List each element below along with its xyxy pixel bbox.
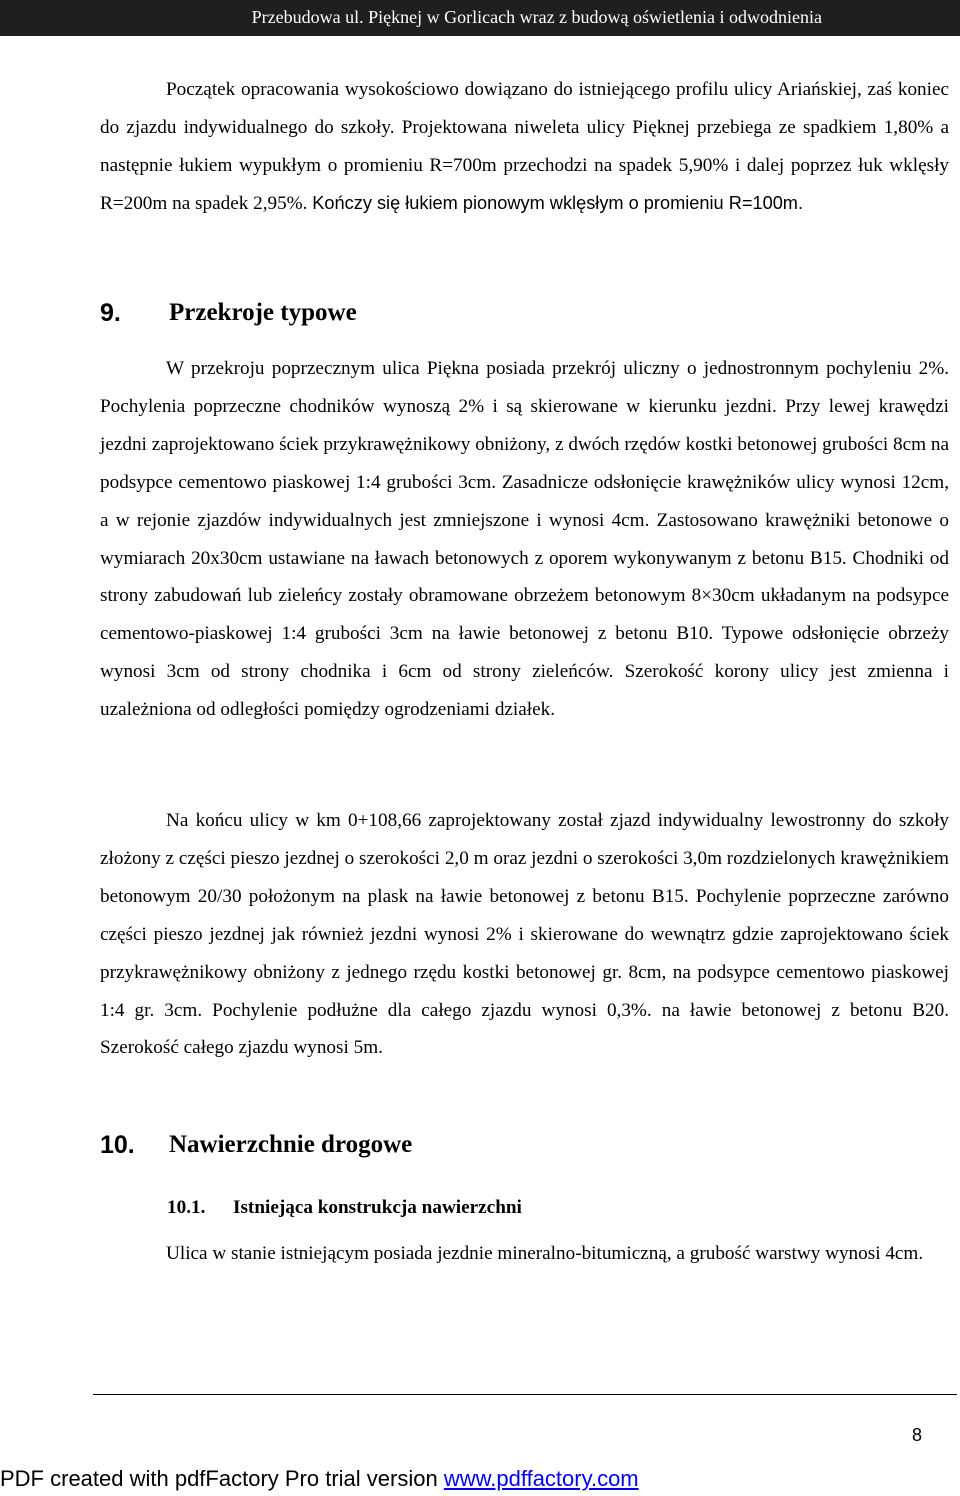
document-header-band [0, 0, 960, 36]
section-9-number: 9. [100, 299, 121, 327]
paragraph-main-text: Początek opracowania wysokościowo dowiązano do istniejącego profilu ulicy Ariańskiej, zaś koniec do zjazdu indywidualnego do szkoły. Projektowana niweleta ulicy Pięknej przebiega ze spadkiem 1,80% a następnie łukiem wypukłym o promieniu R=700m przechodzi na spadek 5,90% i dalej poprzez łuk wklęsły R=200m na spadek 2,95%. [100, 79, 949, 214]
section-10-number: 10. [100, 1131, 135, 1159]
footer-divider [93, 1394, 957, 1395]
subsection-10-1-heading [167, 1197, 522, 1219]
paragraph-tail-text: Kończy się łukiem pionowym wklęsłym o promieniu R=100m. [312, 192, 804, 213]
section-9-heading [100, 299, 357, 328]
section-9-title: Przekroje typowe [169, 299, 357, 326]
section-10-title: Nawierzchnie drogowe [169, 1131, 413, 1158]
section-9-paragraph-2: Na końcu ulicy w km 0+108,66 zaprojektowany został zjazd indywidualny lewostronny do szkoły złożony z części pieszo jezdnej o szerokości 2,0 m oraz jezdni o szerokości 3,0m rozdzielonych krawężnikiem betonowym 20/30 położonym na plask na ławie betonowej z betonu B15. Pochylenie poprzeczne zarówno części pieszo jezdnej jak również jezdni wynosi 2% i skierowane do wewnątrz gdzie zaprojektowano ściek przykrawężnikowy obniżony z jednego rzędu kostki betonowej gr. 8cm, na podsypce cementowo piaskowej 1:4 gr. 3cm. Pochylenie podłużne dla całego zjazdu wynosi 0,3%. na ławie betonowej z betonu B20. Szerokość całego zjazdu wynosi 5m. [100, 810, 949, 1059]
section-8-paragraph [100, 71, 949, 223]
pdf-creator-notice [0, 1466, 639, 1492]
section-9-paragraph-1: W przekroju poprzecznym ulica Piękna posiada przekrój uliczny o jednostronnym pochyleniu 2%. Pochylenia poprzeczne chodników wynoszą 2% i są skierowane w kierunku jezdni. Przy lewej krawędzi jezdni zaprojektowano ściek przykrawężnikowy obniżony, z dwóch rzędów kostki betonowej grubości 8cm na podsypce cementowo piaskowej 1:4 grubości 3cm. Zasadnicze odsłonięcie krawężników ulicy wynosi 12cm, a w rejonie zjazdów indywidualnych jest zmniejszone i wynosi 4cm. Zastosowano krawężniki betonowe o wymiarach 20x30cm ustawiane na ławach betonowych z oporem wykonywanym z betonu B15. Chodniki od strony zabudowań lub zieleńcy zostały obramowane obrzeżem betonowym 8×30cm układanym na podsypce cementowo-piaskowej 1:4 grubości 3cm na ławie betonowej z betonu B10. Typowe odsłonięcie obrzeży wynosi 3cm od strony chodnika i 6cm od strony zieleńców. Szerokość korony ulicy jest zmienna i uzależniona od odległości pomiędzy ogrodzeniami działek. [100, 358, 949, 721]
subsection-10-1-number: 10.1. [167, 1197, 206, 1218]
subsection-10-1-paragraph: Ulica w stanie istniejącym posiada jezdnie mineralno-bitumiczną, a grubość warstwy wynosi 4cm. [166, 1243, 924, 1264]
section-10-heading [100, 1131, 413, 1160]
page-number: 8 [911, 1425, 922, 1445]
pdf-notice-text: PDF created with pdfFactory Pro trial version [0, 1466, 444, 1491]
document-header-title: Przebudowa ul. Pięknej w Gorlicach wraz z budową oświetlenia i odwodnienia [251, 7, 822, 27]
subsection-10-1-title: Istniejąca konstrukcja nawierzchni [233, 1197, 522, 1218]
pdffactory-link[interactable]: www.pdffactory.com [443, 1466, 639, 1491]
